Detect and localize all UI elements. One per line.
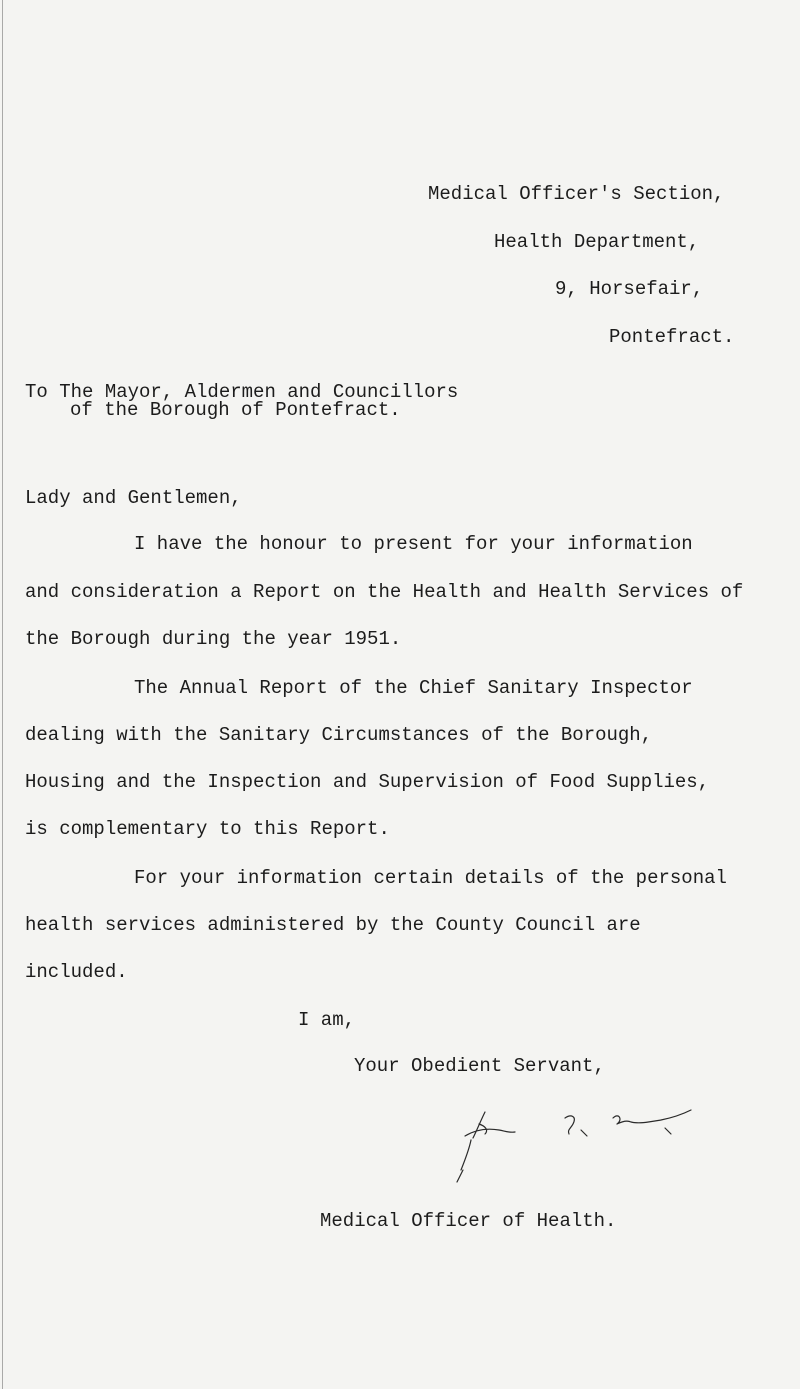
paragraph-3-line-2: health services administered by the County Council are [25, 914, 641, 936]
handwritten-signature [380, 1100, 720, 1210]
address-line-3: 9, Horsefair, [555, 278, 704, 300]
closing-line-2: Your Obedient Servant, [354, 1055, 605, 1077]
paragraph-2-line-3: Housing and the Inspection and Supervision of Food Supplies, [25, 771, 710, 793]
paragraph-3-line-1: For your information certain details of the personal [134, 867, 727, 889]
paragraph-2-line-1: The Annual Report of the Chief Sanitary Inspector [134, 677, 693, 699]
closing-line-1: I am, [298, 1009, 356, 1031]
address-line-1: Medical Officer's Section, [428, 183, 725, 205]
paragraph-1-line-2: and consideration a Report on the Health and Health Services of [25, 581, 744, 603]
address-line-4: Pontefract. [609, 326, 735, 348]
paragraph-2-line-4: is complementary to this Report. [25, 818, 390, 840]
paragraph-2-line-2: dealing with the Sanitary Circumstances of the Borough, [25, 724, 653, 746]
addressee-line-2: of the Borough of Pontefract. [70, 399, 401, 421]
signatory-title: Medical Officer of Health. [320, 1210, 617, 1232]
paragraph-1-line-3: the Borough during the year 1951. [25, 628, 402, 650]
page-edge [2, 0, 3, 1389]
address-line-2: Health Department, [494, 231, 700, 253]
salutation: Lady and Gentlemen, [25, 487, 242, 509]
addressee-line-1: To The Mayor, Aldermen and Councillors [25, 381, 459, 403]
paragraph-3-line-3: included. [25, 961, 128, 983]
paragraph-1-line-1: I have the honour to present for your information [134, 533, 693, 555]
